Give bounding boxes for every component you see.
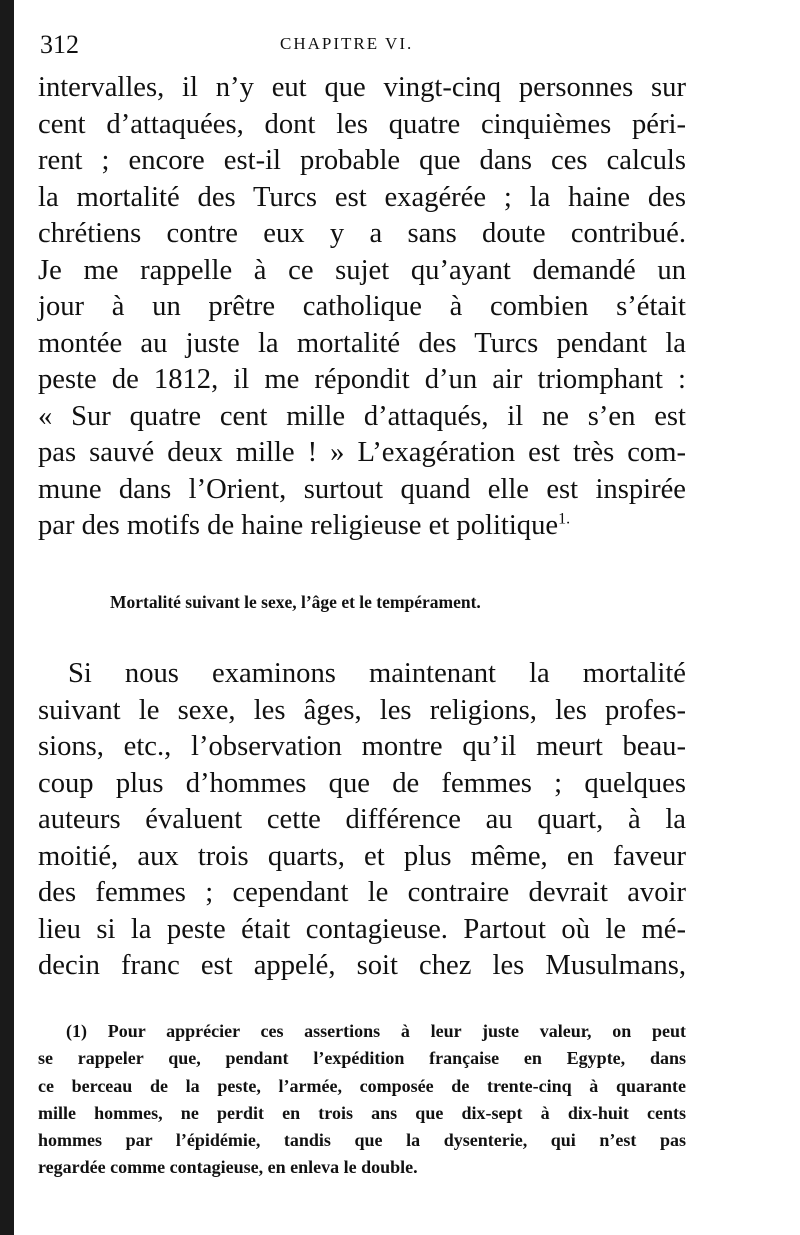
text-line: mune dans l’Orient, surtout quand elle est inspirée <box>38 473 686 505</box>
text-line: cent d’attaquées, dont les quatre cinquièmes péri- <box>38 108 686 140</box>
footnote-line: mille hommes, ne perdit en trois ans que dix-sept à dix-huit cents <box>38 1102 686 1123</box>
section-heading: Mortalité suivant le sexe, l’âge et le tempérament. <box>110 592 481 612</box>
text-line: auteurs évaluent cette différence au quart, à la <box>38 804 686 835</box>
text-line: Si nous examinons maintenant la mortalité <box>68 658 686 689</box>
text-line: Je me rappelle à ce sujet qu’ayant demandé un <box>38 254 686 286</box>
text-line: chrétiens contre eux y a sans doute contribué. <box>38 218 686 249</box>
text-line: sions, etc., l’observation montre qu’il meurt beau- <box>38 731 686 762</box>
footnote-line: se rappeler que, pendant l’expédition française en Egypte, dans <box>38 1048 686 1069</box>
page-header <box>40 30 720 64</box>
paragraph-1 <box>38 70 686 545</box>
footnote-line: (1) Pour apprécier ces assertions à leur juste valeur, on peut <box>66 1021 686 1041</box>
text-line: « Sur quatre cent mille d’attaqués, il ne s’en est <box>38 400 686 432</box>
text-line: coup plus d’hommes que de femmes ; quelques <box>38 767 686 799</box>
text-line: montée au juste la mortalité des Turcs pendant la <box>38 327 686 359</box>
footnote-reference: 1. <box>558 510 571 528</box>
text-line: lieu si la peste était contagieuse. Partout où le mé- <box>38 913 686 945</box>
text-line-with-footnote <box>38 508 686 545</box>
text-line: intervalles, il n’y eut que vingt-cinq personnes sur <box>38 72 686 103</box>
text-line: des femmes ; cependant le contraire devrait avoir <box>38 877 686 908</box>
footnote-line: ce berceau de la peste, l’armée, composée de trente-cinq à quarante <box>38 1075 686 1096</box>
paragraph-2 <box>38 656 686 985</box>
text-line: par des motifs de haine religieuse et politique <box>38 510 559 541</box>
page-number: 312 <box>40 30 79 59</box>
text-line: la mortalité des Turcs est exagérée ; la haine des <box>38 181 686 213</box>
running-title: CHAPITRE VI. <box>280 34 414 53</box>
footnote <box>38 1018 686 1182</box>
text-line: suivant le sexe, les âges, les religions, les profes- <box>38 694 686 726</box>
footnote-line: hommes par l’épidémie, tandis que la dysenterie, qui n’est pas <box>38 1130 686 1151</box>
text-line: decin franc est appelé, soit chez les Musulmans, <box>38 950 686 981</box>
text-line: rent ; encore est-il probable que dans ces calculs <box>38 145 686 176</box>
scan-edge <box>0 0 14 1235</box>
text-line: peste de 1812, il me répondit d’un air triomphant : <box>38 364 686 395</box>
text-line: jour à un prêtre catholique à combien s’était <box>38 291 686 322</box>
text-line: moitié, aux trois quarts, et plus même, en faveur <box>38 840 686 872</box>
text-line: pas sauvé deux mille ! » L’exagération est très com- <box>38 437 686 468</box>
footnote-line: regardée comme contagieuse, en enleva le double. <box>38 1157 418 1178</box>
